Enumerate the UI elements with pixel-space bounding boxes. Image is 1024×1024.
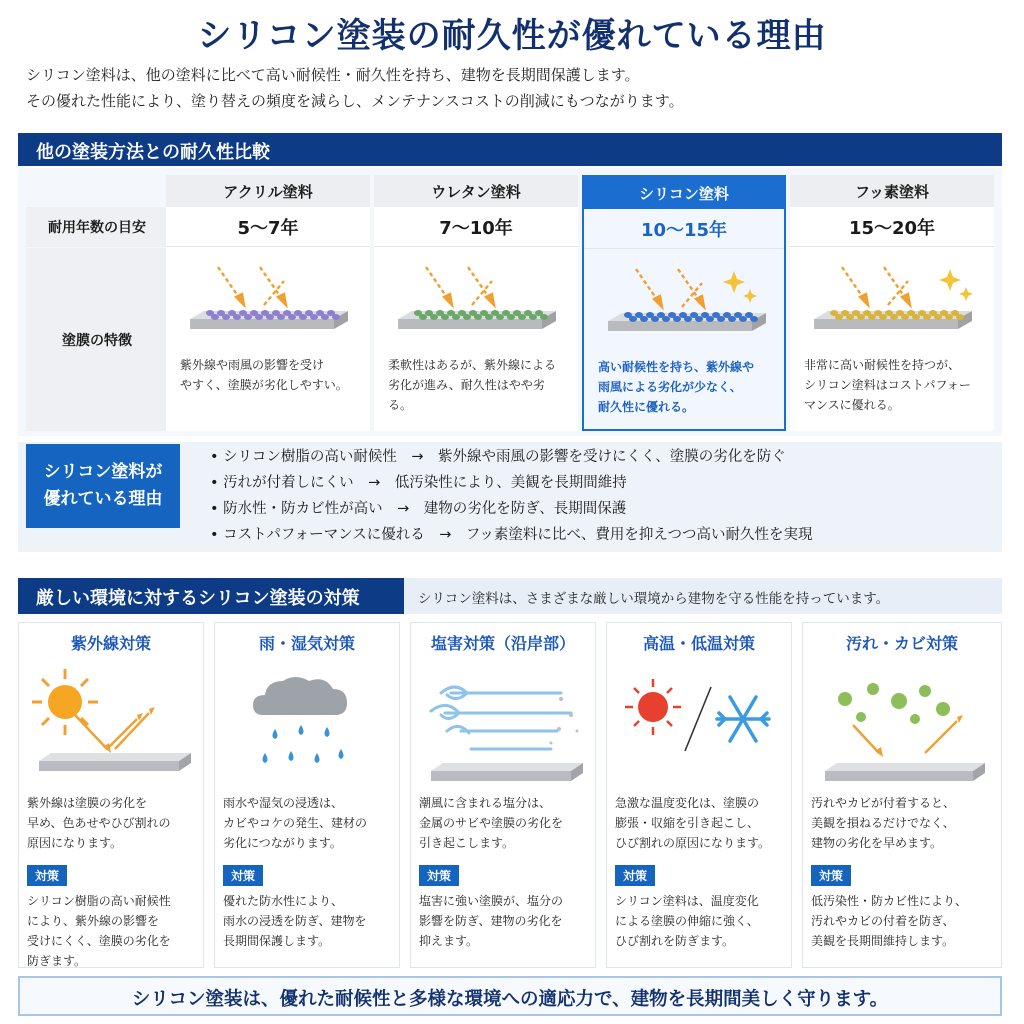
card-description xyxy=(811,793,983,853)
desc-line: 金属のサビや塗膜の劣化を xyxy=(419,816,564,830)
comparison-table xyxy=(18,168,1002,436)
desc-line: 潮風に含まれる塩分は、 xyxy=(419,796,552,810)
desc-line: 雨水や湿気の浸透は、 xyxy=(223,796,344,810)
environment-heading-bar xyxy=(18,578,1002,614)
desc-line: 高い耐候性を持ち、紫外線や xyxy=(598,360,755,374)
measure-line: 低汚染性・防カビ性により、 xyxy=(811,894,968,908)
uv-arrows-icon xyxy=(218,267,286,305)
desc-line: 柔軟性はあるが、紫外線による xyxy=(388,358,557,372)
reasons-label xyxy=(26,444,180,528)
card-description xyxy=(27,793,199,853)
measure-line: 汚れやカビの付着を防ぎ、 xyxy=(811,914,955,928)
card-measure xyxy=(615,891,787,951)
column-silicone xyxy=(582,175,786,431)
measure-line: により、紫外線の影響を xyxy=(27,914,160,928)
desc-line: 紫外線は塗膜の劣化を xyxy=(27,796,148,810)
column-years: 15〜20年 xyxy=(790,207,994,247)
column-header: フッ素塗料 xyxy=(790,175,994,207)
mold-spores-icon xyxy=(838,683,950,724)
desc-line: 雨風による劣化が少なく、 xyxy=(598,380,742,394)
measure-line: 雨水の浸透を防ぎ、建物を xyxy=(223,914,367,928)
desc-line: 膨張・収縮を引き起こし、 xyxy=(615,816,760,830)
column-description xyxy=(790,355,994,415)
reasons-label-line: シリコン塗料が xyxy=(43,462,163,482)
card-description xyxy=(615,793,787,853)
measure-line: 塩害に強い塗膜が、塩分の xyxy=(419,894,564,908)
intro-text xyxy=(26,62,684,114)
measure-line: ひび割れを防ぎます。 xyxy=(615,934,735,948)
measure-line: 長期間保護します。 xyxy=(223,934,331,948)
measure-line: による塗膜の伸縮に強く、 xyxy=(615,914,759,928)
measure-line: 美観を長期間維持します。 xyxy=(811,934,955,948)
desc-line: 引き起こします。 xyxy=(419,836,515,850)
reason-item: • シリコン樹脂の高い耐候性 → 紫外線や雨風の影響を受けにくく、塗膜の劣化を防ぐ xyxy=(210,449,786,465)
measure-tag: 対策 xyxy=(615,865,655,886)
desc-line: ひび割れの原因になります。 xyxy=(615,836,771,850)
reason-item: • 防水性・防カビ性が高い → 建物の劣化を防ぎ、長期間保護 xyxy=(210,501,627,517)
column-years: 5〜7年 xyxy=(166,207,370,247)
measure-tag: 対策 xyxy=(419,865,459,886)
row-label-features: 塗膜の特徴 xyxy=(26,248,168,431)
conclusion-banner: シリコン塗装は、優れた耐候性と多様な環境への適応力で、建物を長期間美しく守ります。 xyxy=(18,976,1002,1016)
sun-uv-icon xyxy=(32,669,98,735)
column-description xyxy=(166,355,370,395)
card-illustration xyxy=(411,659,597,789)
reasons-list xyxy=(210,444,813,548)
column-header: アクリル塗料 xyxy=(166,175,370,207)
desc-line: やすく、塗膜が劣化しやすい。 xyxy=(180,378,348,392)
page-title: シリコン塗装の耐久性が優れている理由 xyxy=(197,16,827,56)
desc-line: 原因になります。 xyxy=(27,836,123,850)
coating-illustration xyxy=(374,247,578,355)
column-header: シリコン塗料 xyxy=(584,177,784,209)
desc-line: 早め、色あせやひび割れの xyxy=(27,816,171,830)
rain-cloud-icon xyxy=(253,677,347,763)
measure-tag: 対策 xyxy=(27,865,67,886)
coating-illustration xyxy=(584,249,784,357)
env-card-salt xyxy=(410,622,596,968)
env-card-temperature xyxy=(606,622,792,968)
desc-line: カビやコケの発生、建材の xyxy=(223,816,368,830)
reason-item: • 汚れが付着しにくい → 低汚染性により、美観を長期間維持 xyxy=(210,475,627,491)
column-years: 7〜10年 xyxy=(374,207,578,247)
card-title: 高温・低温対策 xyxy=(642,634,755,653)
env-card-mold xyxy=(802,622,1002,968)
desc-line: 急激な温度変化は、塗膜の xyxy=(615,796,760,810)
intro-line: シリコン塗料は、他の塗料に比べて高い耐候性・耐久性を持ち、建物を長期間保護します。 xyxy=(26,66,640,84)
column-description xyxy=(584,357,784,417)
desc-line: 汚れやカビが付着すると、 xyxy=(811,796,956,810)
environment-subheading: シリコン塗料は、さまざまな厳しい環境から建物を守る性能を持っています。 xyxy=(418,591,890,607)
desc-line: マンスに優れる。 xyxy=(804,398,900,412)
intro-line: その優れた性能により、塗り替えの頻度を減らし、メンテナンスコストの削減にもつながります。 xyxy=(26,92,684,110)
card-measure xyxy=(27,891,199,971)
desc-line: 劣化が進み、耐久性はやや劣る。 xyxy=(388,378,545,412)
desc-line: 美観を損ねるだけでなく、 xyxy=(811,816,955,830)
uv-arrows-icon xyxy=(426,267,494,305)
card-measure xyxy=(223,891,395,951)
env-card-rain xyxy=(214,622,400,968)
desc-line: 紫外線や雨風の影響を受け xyxy=(180,358,325,372)
desc-line: 劣化につながります。 xyxy=(223,836,342,850)
measure-line: 影響を防ぎ、建物の劣化を xyxy=(419,914,563,928)
card-illustration xyxy=(803,659,1003,789)
desc-line: シリコン塗料はコストパフォー xyxy=(804,378,971,392)
card-illustration xyxy=(19,659,205,789)
card-description xyxy=(223,793,395,853)
measure-tag: 対策 xyxy=(811,865,851,886)
sun-snowflake-icon xyxy=(625,679,769,751)
card-illustration xyxy=(607,659,793,789)
column-header: ウレタン塗料 xyxy=(374,175,578,207)
card-title: 雨・湿気対策 xyxy=(258,634,355,653)
card-description xyxy=(419,793,591,853)
column-acrylic xyxy=(166,175,370,431)
column-years: 10〜15年 xyxy=(584,209,784,249)
measure-line: 抑えます。 xyxy=(419,934,479,948)
sea-wind-icon xyxy=(431,687,579,749)
measure-tag: 対策 xyxy=(223,865,263,886)
desc-line: 非常に高い耐候性を持つが、 xyxy=(804,358,961,372)
uv-arrows-icon xyxy=(636,269,704,307)
card-illustration xyxy=(215,659,401,789)
coating-illustration xyxy=(790,247,994,355)
measure-line: 防ぎます。 xyxy=(27,954,87,968)
column-urethane xyxy=(374,175,578,431)
row-label-years: 耐用年数の目安 xyxy=(26,207,168,247)
comparison-heading: 他の塗装方法との耐久性比較 xyxy=(18,133,1002,166)
desc-line: 耐久性に優れる。 xyxy=(598,400,695,414)
card-measure xyxy=(419,891,591,951)
reasons-panel xyxy=(18,442,1002,552)
uv-arrows-icon xyxy=(842,267,910,305)
reason-item: • コストパフォーマンスに優れる → フッ素塗料に比べ、費用を抑えつつ高い耐久性を実現 xyxy=(210,527,813,543)
reasons-label-line: 優れている理由 xyxy=(43,489,163,509)
card-title: 汚れ・カビ対策 xyxy=(845,634,958,653)
measure-line: 受けにくく、塗膜の劣化を xyxy=(27,934,171,948)
env-card-uv xyxy=(18,622,204,968)
sparkle-icon xyxy=(939,269,973,301)
column-description xyxy=(374,355,578,415)
card-title: 紫外線対策 xyxy=(70,634,151,653)
card-measure xyxy=(811,891,983,951)
column-fluorine xyxy=(790,175,994,431)
measure-line: シリコン塗料は、温度変化 xyxy=(615,894,759,908)
measure-line: シリコン樹脂の高い耐候性 xyxy=(27,894,171,908)
card-title: 塩害対策（沿岸部） xyxy=(430,634,575,653)
sparkle-icon xyxy=(723,271,757,303)
desc-line: 建物の劣化を早めます。 xyxy=(811,836,943,850)
environment-heading: 厳しい環境に対するシリコン塗装の対策 xyxy=(18,578,404,614)
coating-illustration xyxy=(166,247,370,355)
measure-line: 優れた防水性により、 xyxy=(223,894,344,908)
